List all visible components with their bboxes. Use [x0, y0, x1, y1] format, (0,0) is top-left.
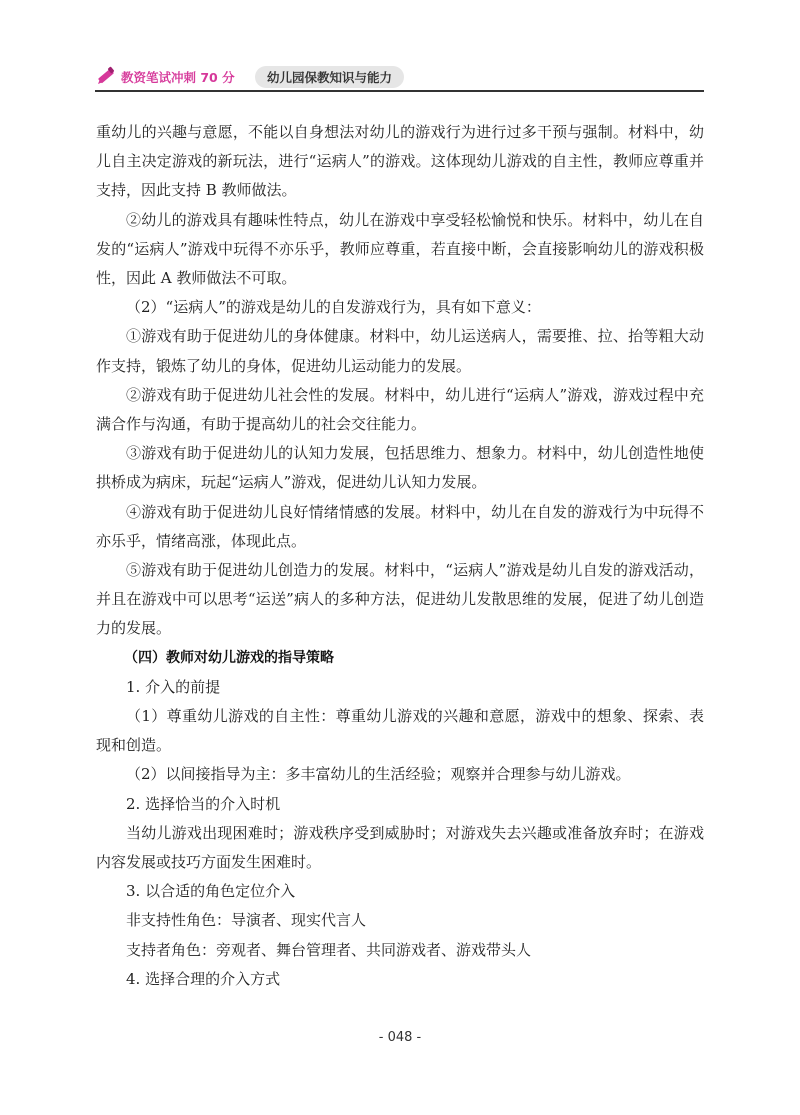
subheading: 1. 介入的前提 — [126, 677, 221, 696]
subject-label: 幼儿园保教知识与能力 — [255, 66, 404, 88]
page-number: - 048 - — [378, 1030, 422, 1045]
paragraph: ③游戏有助于促进幼儿的认知力发展，包括思维力、想象力。材料中，幼儿创造性地使拱桥成为病床，玩起“运病人”游戏，促进幼儿认知力发展。 — [96, 444, 704, 492]
header-rule — [95, 90, 704, 92]
book-title: 教资笔试冲刺 70 分 — [121, 70, 235, 85]
paragraph: ②幼儿的游戏具有趣味性特点，幼儿在游戏中享受轻松愉悦和快乐。材料中，幼儿在自发的“运病人”游戏中玩得不亦乐乎，教师应尊重，若直接中断，会直接影响幼儿的游戏积极性，因此 A 教师做法不可取。 — [96, 210, 704, 288]
paragraph: ①游戏有助于促进幼儿的身体健康。材料中，幼儿运送病人，需要推、拉、抬等粗大动作支持，锻炼了幼儿的身体，促进幼儿运动能力的发展。 — [96, 327, 704, 375]
paragraph: 当幼儿游戏出现困难时；游戏秩序受到威胁时；对游戏失去兴趣或准备放弃时；在游戏内容发展或技巧方面发生困难时。 — [96, 823, 704, 872]
pencil-icon — [95, 65, 117, 87]
subheading: 3. 以合适的角色定位介入 — [126, 882, 296, 901]
paragraph: 重幼儿的兴趣与意愿，不能以自身想法对幼儿的游戏行为进行过多干预与强制。材料中，幼儿自主决定游戏的新玩法，进行“运病人”的游戏。这体现幼儿游戏的自主性，教师应尊重并支持，因此支持 B 教师做法。 — [96, 123, 704, 200]
paragraph: ⑤游戏有助于促进幼儿创造力的发展。材料中，“运病人”游戏是幼儿自发的游戏活动，并且在游戏中可以思考“运送”病人的多种方法，促进幼儿发散思维的发展，促进了幼儿创造力的发展。 — [96, 561, 704, 638]
page-body — [96, 118, 704, 994]
paragraph: 支持者角色：旁观者、舞台管理者、共同游戏者、游戏带头人 — [126, 940, 532, 959]
paragraph: ④游戏有助于促进幼儿良好情绪情感的发展。材料中，幼儿在自发的游戏行为中玩得不亦乐乎，情绪高涨，体现此点。 — [96, 502, 704, 550]
paragraph: （1）尊重幼儿游戏的自主性：尊重幼儿游戏的兴趣和意愿，游戏中的想象、探索、表现和创造。 — [96, 707, 704, 755]
paragraph: （2）“运病人”的游戏是幼儿的自发游戏行为，具有如下意义： — [126, 298, 541, 317]
paragraph: （2）以间接指导为主：多丰富幼儿的生活经验；观察并合理参与幼儿游戏。 — [126, 765, 631, 784]
section-heading: （四）教师对幼儿游戏的指导策略 — [124, 649, 334, 666]
paragraph: ②游戏有助于促进幼儿社会性的发展。材料中，幼儿进行“运病人”游戏，游戏过程中充满合作与沟通，有助于提高幼儿的社会交往能力。 — [96, 385, 704, 434]
paragraph: 非支持性角色：导演者、现实代言人 — [126, 911, 367, 930]
subheading: 4. 选择合理的介入方式 — [126, 969, 281, 988]
running-header — [95, 63, 704, 93]
subheading: 2. 选择恰当的介入时机 — [126, 794, 281, 813]
